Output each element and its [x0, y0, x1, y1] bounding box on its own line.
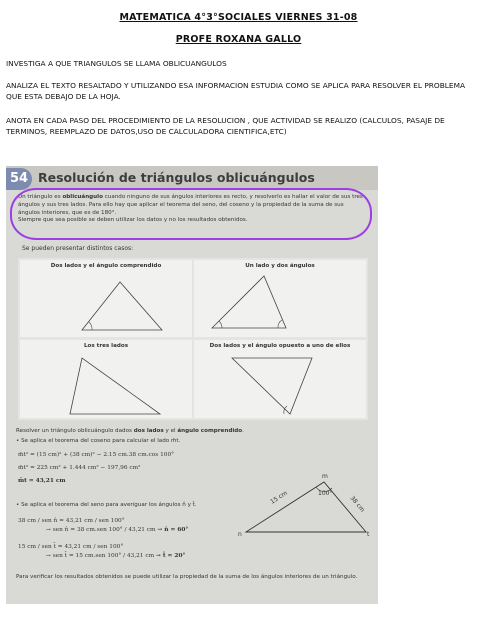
teacher-name: PROFE ROXANA GALLO — [175, 34, 302, 45]
highlight-oval — [10, 188, 372, 240]
equation-2: m̄t² = 225 cm² + 1.444 cm² − 197,96 cm² — [18, 465, 141, 471]
intro-text-a: Un triángulo es — [18, 194, 63, 200]
equation-4-result: → n̂ = 60° — [157, 527, 189, 533]
equation-4 — [18, 518, 125, 524]
diagram-side-left: 15 cm — [269, 489, 289, 506]
photo-title: Resolución de triángulos oblicuángulos — [38, 170, 315, 185]
step-1: • Se aplica el teorema del coseno para calcular el lado m̄t. — [16, 438, 181, 444]
case-label-1: Dos lados y el ángulo comprendido — [50, 263, 162, 269]
case-cell-4 — [194, 340, 366, 418]
page-title: MATEMATICA 4°3°SOCIALES VIERNES 31-08 — [119, 12, 358, 23]
case-label-2: Un lado y dos ángulos — [245, 263, 315, 269]
instruction-3: ANOTA EN CADA PASO DEL PROCEDIMIENTO DE LA RESOLUCION , QUE ACTIVIDAD SE REALIZO (CALCULOS, PASAJE DE TERMINOS, REEMPLAZO DE DATOS,USO DE CALCULADORA CIENTIFICA,ETC) — [6, 116, 445, 136]
equation-4-middle: → sen n̂ = 38 cm.sen 100° / 43,21 cm — [46, 527, 156, 533]
equation-4-left: 38 cm / sen n̂ = 43,21 cm / sen 100° — [18, 518, 125, 524]
triangle-asa-figure — [194, 260, 366, 337]
verify-text: Para verificar los resultados obtenidos se puede utilizar la propiedad de la suma de los ángulos interiores de un triángulo. — [16, 574, 358, 580]
solve-bold-2: ángulo comprendido — [177, 428, 243, 434]
case-label-4: Dos lados y el ángulo opuesto a uno de ellos — [209, 343, 351, 349]
step-2: • Se aplica el teorema del seno para averiguar los ángulos n̂ y t̂. — [16, 502, 197, 508]
textbook-photo — [6, 166, 378, 604]
triangle-sas-figure — [20, 260, 192, 337]
intro-bold: oblicuángulo — [62, 194, 103, 200]
intro-text-c: Siempre que sea posible se deben utilizar los datos y no los resultados obtenidos. — [18, 217, 248, 224]
page-badge: 54 — [6, 168, 32, 190]
triangle-sss-figure — [20, 340, 192, 418]
solve-text-c: y el — [163, 428, 178, 434]
equation-5-left: 15 cm / sen t̂ = 43,21 cm / sen 100° — [18, 544, 124, 550]
diagram-vertex-right: t — [367, 531, 370, 538]
cases-grid — [18, 258, 368, 420]
solved-triangle-diagram — [238, 468, 374, 538]
triangle-ssa-figure — [194, 340, 366, 418]
diagram-side-right: 38 cm — [348, 494, 366, 514]
solve-heading — [16, 428, 244, 435]
diagram-vertex-top: m — [322, 473, 328, 480]
equation-5-result: → t̂ = 20° — [155, 553, 186, 559]
equation-5-middle: → sen t̂ = 15 cm.sen 100° / 43,21 cm — [46, 553, 155, 559]
intro-text-b: cuando ninguno de sus ángulos interiores es recto, y resolverlo es hallar el valor de sus tres ángulos y sus tres lados. Para ello hay que aplicar el teorema del seno, del coseno y la propiedad de la suma de sus ángulos interiores, que es de 180°. — [18, 194, 363, 216]
equation-5 — [18, 544, 123, 550]
diagram-vertex-left: n — [238, 531, 242, 538]
solve-text-d: . — [242, 428, 244, 434]
equation-3: m̄t = 43,21 cm — [18, 478, 66, 484]
solve-bold-1: dos lados — [133, 428, 164, 434]
cases-title: Se pueden presentar distintos casos: — [22, 245, 134, 252]
case-cell-1 — [20, 260, 192, 337]
equation-5-b — [46, 553, 185, 559]
instruction-2: ANALIZA EL TEXTO RESALTADO Y UTILIZANDO ESA INFORMACION ESTUDIA COMO SE APLICA PARA RESOLVER EL PROBLEMA QUE ESTA DEBAJO DE LA HOJA. — [6, 81, 466, 101]
case-cell-2 — [194, 260, 366, 337]
equation-1: m̄t² = (15 cm)² + (38 cm)² − 2.15 cm.38 cm.cos 100° — [18, 452, 175, 458]
diagram-angle-top: 100° — [318, 490, 333, 497]
instruction-1: INVESTIGA A QUE TRIANGULOS SE LLAMA OBLICUANGULOS — [6, 59, 227, 68]
equation-4-b — [46, 527, 188, 533]
solve-text-a: Resolver un triángulo oblicuángulo dados — [16, 428, 134, 434]
case-label-3: Los tres lados — [83, 343, 129, 349]
case-cell-3 — [20, 340, 192, 418]
